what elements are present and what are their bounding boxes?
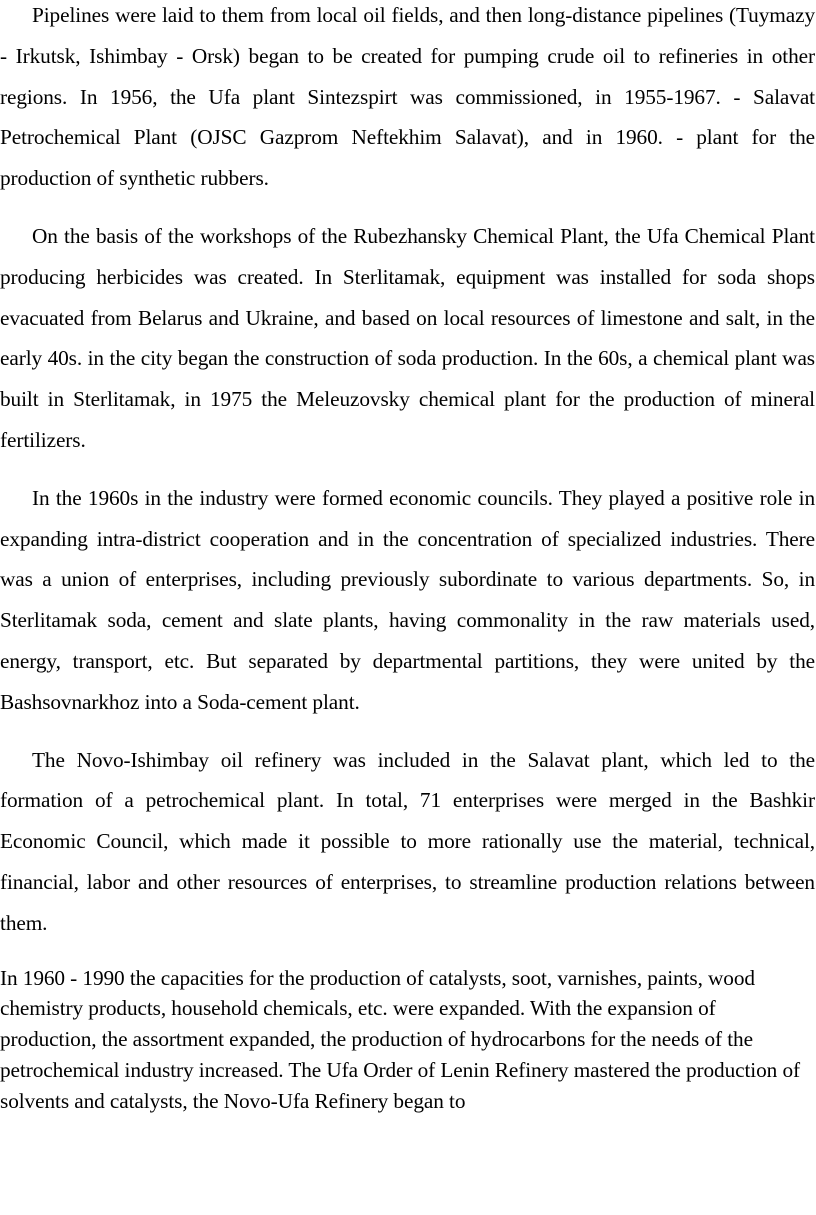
paragraph-chemical-plants: On the basis of the workshops of the Rubezhansky Chemical Plant, the Ufa Chemical Plant producing herbicides was created. In Sterlitamak, equipment was installed for soda shops evacuated from Belarus and Ukraine, and based on local resources of limestone and salt, in the early 40s. in the city began the construction of soda production. In the 60s, a chemical plant was built in Sterlitamak, in 1975 the Meleuzovsky chemical plant for the production of mineral fertilizers. — [0, 223, 815, 452]
paragraph-novo-ishimbay: The Novo-Ishimbay oil refinery was included in the Salavat plant, which led to the formation of a petrochemical plant. In total, 71 enterprises were merged in the Bashkir Economic Council, which made it possible to more rationally use the material, technical, financial, labor and other resources of enterprises, to streamline production relations between them. — [0, 747, 815, 935]
paragraph-capacities: In 1960 - 1990 the capacities for the production of catalysts, soot, varnishes, paints, wood chemistry products, household chemicals, etc. were expanded. With the expansion of production, the assortment expanded, the production of hydrocarbons for the needs of the petrochemical industry increased. The Ufa Order of Lenin Refinery mastered the production of solvents and catalysts, the Novo-Ufa Refinery began to — [0, 965, 800, 1113]
paragraph-economic-councils: In the 1960s in the industry were formed economic councils. They played a positive role in expanding intra-district cooperation and in the concentration of specialized industries. There was a union of enterprises, including previously subordinate to various departments. So, in Sterlitamak soda, cement and slate plants, having commonality in the raw materials used, energy, transport, etc. But separated by departmental partitions, they were united by the Bashsovnarkhoz into a Soda-cement plant. — [0, 485, 815, 714]
paragraph-pipelines: Pipelines were laid to them from local oil fields, and then long-distance pipelines (Tuymazy - Irkutsk, Ishimbay - Orsk) began to be created for pumping crude oil to refineries in other regions. In 1956, the Ufa plant Sintezspirt was commissioned, in 1955-1967. - Salavat Petrochemical Plant (OJSC Gazprom Neftekhim Salavat), and in 1960. - plant for the production of synthetic rubbers. — [0, 3, 815, 191]
